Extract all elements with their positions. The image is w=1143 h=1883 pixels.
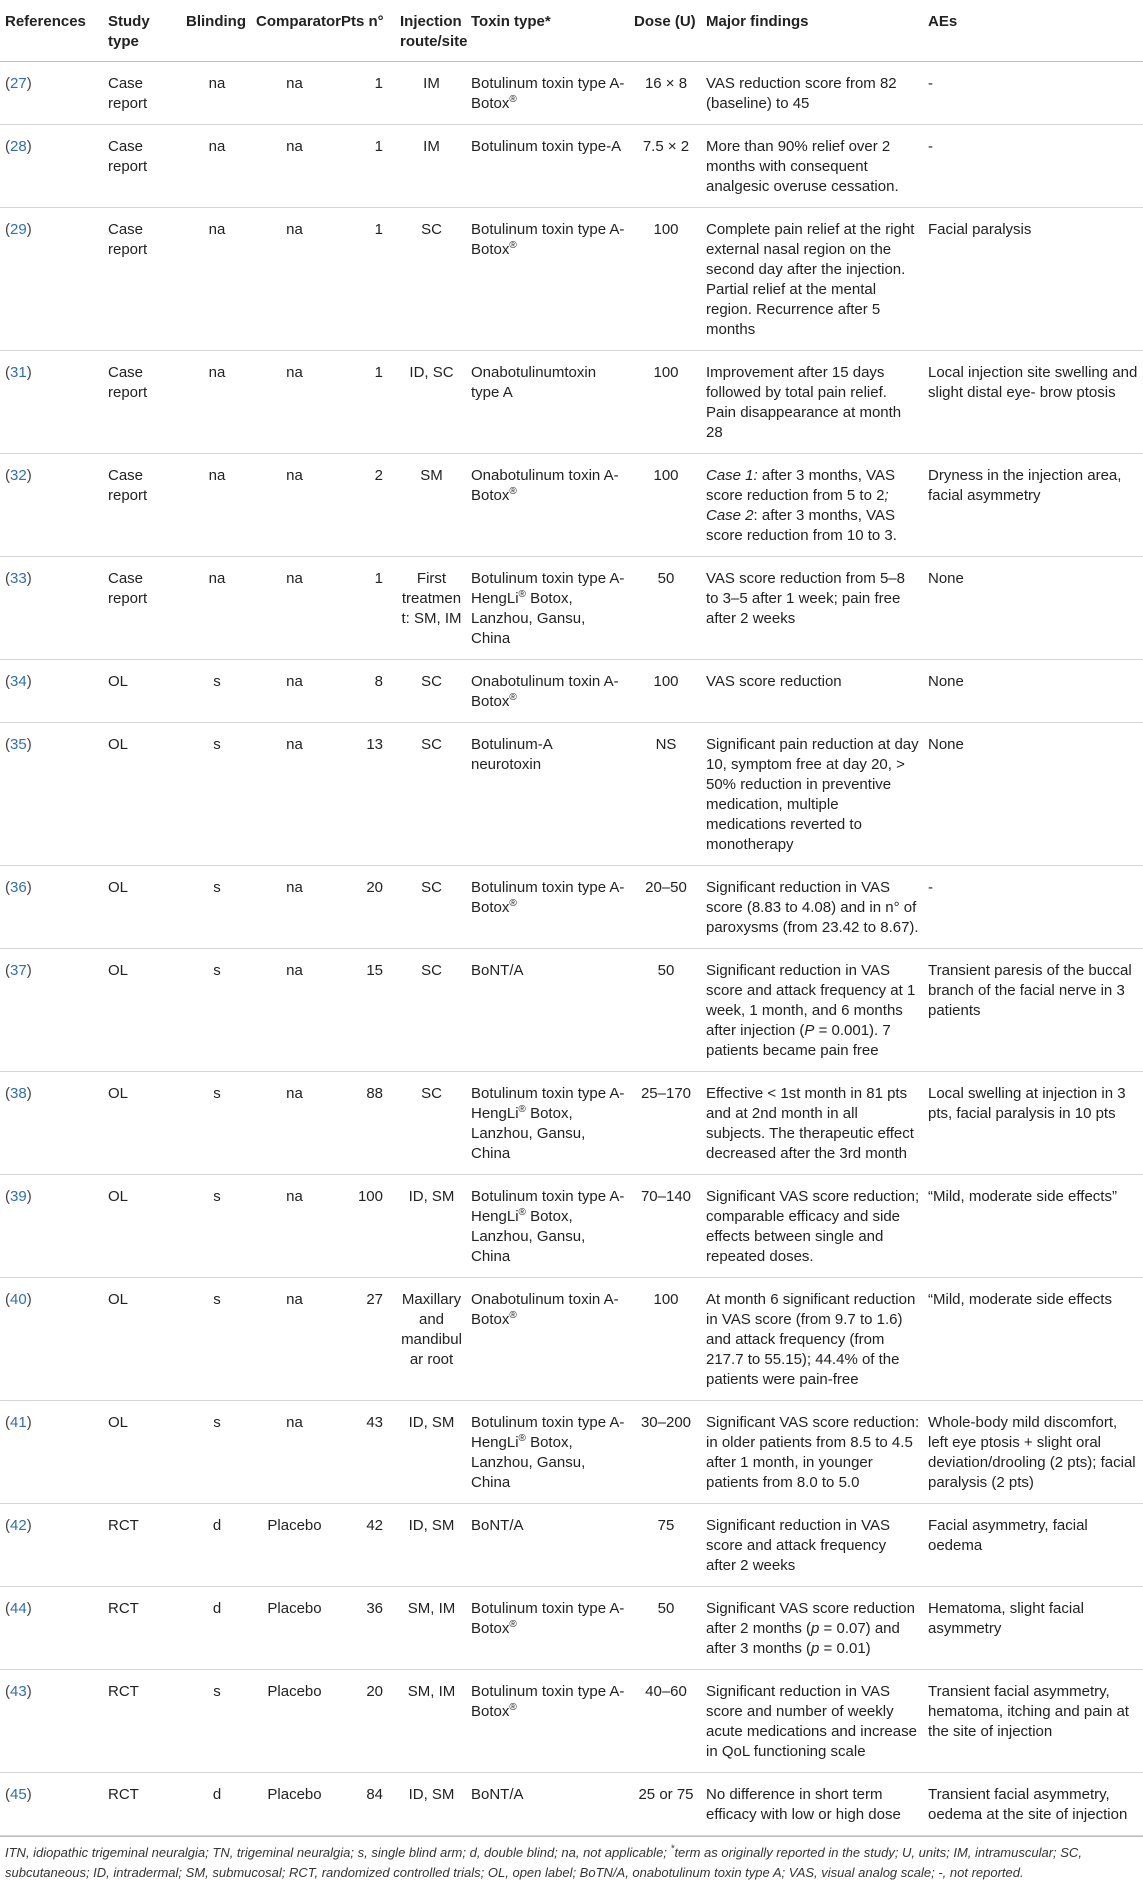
cell-toxin-type — [466, 1401, 629, 1504]
cell-major-findings — [701, 866, 923, 949]
cell-pts: 13 — [336, 723, 395, 866]
cell-blinding: s — [181, 1175, 251, 1278]
findings-post: = 0.001). 7 patients became pain free — [706, 1022, 891, 1059]
cell-reference: (29) — [0, 208, 103, 351]
cell-study-type: RCT — [103, 1504, 181, 1587]
cell-route: SC — [395, 1072, 466, 1175]
table-row — [0, 1670, 1143, 1773]
cell-dose: 70–140 — [629, 1175, 701, 1278]
cell-comparator: Placebo — [251, 1670, 336, 1773]
cell-reference: (36) — [0, 866, 103, 949]
cell-comparator: na — [251, 660, 336, 723]
footnote-part2: term as originally reported in the study; U, units; IM, intramuscular; SC, subcutaneous; ID, intradermal; SM, submucosal; RCT, randomized controlled trials; OL, open label; BoTN/A, onabotulinum toxin type A; VAS, visual analog scale; -, not reported. — [5, 1845, 1082, 1880]
cell-comparator: na — [251, 1401, 336, 1504]
cell-comparator: na — [251, 557, 336, 660]
cell-aes: Dryness in the injection area, facial asymmetry — [923, 454, 1143, 557]
reference-link[interactable]: 27 — [10, 75, 27, 92]
cell-blinding: s — [181, 1401, 251, 1504]
toxin-maker: Botox, Lanzhou, Gansu, China — [471, 1208, 586, 1265]
cell-aes: - — [923, 866, 1143, 949]
cell-study-type: OL — [103, 1401, 181, 1504]
table-body — [0, 62, 1143, 1836]
cell-reference: (28) — [0, 125, 103, 208]
findings-post: = 0.01) — [819, 1640, 871, 1657]
header-aes: AEs — [923, 0, 1143, 62]
cell-toxin-type — [466, 454, 629, 557]
toxin-name: Botulinum toxin type A-Botox — [471, 75, 625, 112]
cell-aes: None — [923, 660, 1143, 723]
findings-text: Complete pain relief at the right external nasal region on the second day after the injection. Partial relief at the mental region. Recurrence after 5 months — [706, 221, 915, 338]
toxin-name: Botulinum toxin type A-HengLi — [471, 1085, 625, 1122]
cell-aes: Local injection site swelling and slight distal eye- brow ptosis — [923, 351, 1143, 454]
footnote-part1: ITN, idiopathic trigeminal neuralgia; TN, trigeminal neuralgia; s, single blind arm; d, double blind; na, not applicable; — [5, 1845, 671, 1860]
findings-text: More than 90% relief over 2 months with consequent analgesic overuse cessation. — [706, 138, 899, 195]
cell-major-findings — [701, 1504, 923, 1587]
table-row — [0, 557, 1143, 660]
cell-pts: 36 — [336, 1587, 395, 1670]
reference-link[interactable]: 33 — [10, 570, 27, 587]
cell-toxin-type — [466, 208, 629, 351]
cell-toxin-type — [466, 1773, 629, 1836]
cell-blinding: na — [181, 351, 251, 454]
findings-text: VAS score reduction from 5–8 to 3–5 after 1 week; pain free after 2 weeks — [706, 570, 905, 627]
cell-major-findings — [701, 454, 923, 557]
cell-dose: 40–60 — [629, 1670, 701, 1773]
cell-route: SM — [395, 454, 466, 557]
table-row — [0, 1278, 1143, 1401]
reference-link[interactable]: 39 — [10, 1188, 27, 1205]
cell-route: Maxillary and mandibular root — [395, 1278, 466, 1401]
findings-case1-text: after 3 months, VAS score reduction from 5 to 2 — [706, 467, 895, 504]
toxin-name: BoNT/A — [471, 1786, 524, 1803]
cell-comparator: na — [251, 1278, 336, 1401]
cell-pts: 20 — [336, 866, 395, 949]
cell-major-findings — [701, 1773, 923, 1836]
cell-route: ID, SC — [395, 351, 466, 454]
reference-link[interactable]: 36 — [10, 879, 27, 896]
cell-study-type: Case report — [103, 208, 181, 351]
cell-toxin-type — [466, 1587, 629, 1670]
cell-reference: (39) — [0, 1175, 103, 1278]
toxin-name: Onabotulinum toxin A-Botox — [471, 467, 619, 504]
reference-link[interactable]: 41 — [10, 1414, 27, 1431]
toxin-name: Botulinum toxin type A-Botox — [471, 1600, 625, 1637]
cell-comparator: na — [251, 723, 336, 866]
cell-reference: (42) — [0, 1504, 103, 1587]
findings-pre: Significant VAS score reduction after 2 months ( — [706, 1600, 915, 1637]
cell-major-findings — [701, 1278, 923, 1401]
cell-study-type: OL — [103, 723, 181, 866]
cell-toxin-type — [466, 949, 629, 1072]
findings-text: Significant VAS score reduction; comparable efficacy and side effects between single and repeated doses. — [706, 1188, 920, 1265]
table-row — [0, 351, 1143, 454]
table-row — [0, 866, 1143, 949]
cell-pts: 15 — [336, 949, 395, 1072]
cell-study-type: Case report — [103, 125, 181, 208]
cell-comparator: na — [251, 208, 336, 351]
registered-mark: ® — [518, 589, 526, 600]
cell-blinding: s — [181, 949, 251, 1072]
cell-study-type: OL — [103, 1278, 181, 1401]
cell-pts: 100 — [336, 1175, 395, 1278]
toxin-maker: Botox, Lanzhou, Gansu, China — [471, 1105, 586, 1162]
header-blinding: Blinding — [181, 0, 251, 62]
table-row — [0, 1401, 1143, 1504]
cell-aes: None — [923, 723, 1143, 866]
cell-reference: (40) — [0, 1278, 103, 1401]
cell-blinding: s — [181, 1278, 251, 1401]
cell-aes: - — [923, 62, 1143, 125]
findings-text: Effective < 1st month in 81 pts and at 2nd month in all subjects. The therapeutic effect decreased after the 3rd month — [706, 1085, 914, 1162]
cell-aes: Facial asymmetry, facial oedema — [923, 1504, 1143, 1587]
cell-aes: Transient facial asymmetry, hematoma, itching and pain at the site of injection — [923, 1670, 1143, 1773]
cell-pts: 1 — [336, 125, 395, 208]
findings-text: VAS score reduction — [706, 673, 842, 690]
cell-blinding: s — [181, 723, 251, 866]
cell-major-findings — [701, 949, 923, 1072]
cell-reference: (27) — [0, 62, 103, 125]
findings-italic: P — [804, 1022, 815, 1039]
cell-study-type: RCT — [103, 1587, 181, 1670]
cell-pts: 42 — [336, 1504, 395, 1587]
cell-comparator: Placebo — [251, 1587, 336, 1670]
cell-reference: (44) — [0, 1587, 103, 1670]
reference-link[interactable]: 32 — [10, 467, 27, 484]
table-row — [0, 1773, 1143, 1836]
cell-comparator: na — [251, 866, 336, 949]
registered-mark: ® — [509, 1619, 517, 1630]
cell-major-findings — [701, 208, 923, 351]
cell-study-type: Case report — [103, 454, 181, 557]
cell-study-type: Case report — [103, 62, 181, 125]
header-references: References — [0, 0, 103, 62]
cell-route: SM, IM — [395, 1670, 466, 1773]
cell-toxin-type — [466, 866, 629, 949]
findings-text: VAS reduction score from 82 (baseline) to 45 — [706, 75, 897, 112]
cell-study-type: OL — [103, 1072, 181, 1175]
cell-dose: 75 — [629, 1504, 701, 1587]
reference-link[interactable]: 37 — [10, 962, 27, 979]
cell-major-findings — [701, 1587, 923, 1670]
cell-aes: “Mild, moderate side effects — [923, 1278, 1143, 1401]
cell-study-type: OL — [103, 949, 181, 1072]
registered-mark: ® — [518, 1207, 526, 1218]
reference-link[interactable]: 38 — [10, 1085, 27, 1102]
toxin-name: Botulinum toxin type A-HengLi — [471, 570, 625, 607]
cell-aes: None — [923, 557, 1143, 660]
cell-pts: 27 — [336, 1278, 395, 1401]
cell-dose: 25–170 — [629, 1072, 701, 1175]
table-row — [0, 1504, 1143, 1587]
cell-dose: 100 — [629, 660, 701, 723]
registered-mark: ® — [509, 94, 517, 105]
cell-route: ID, SM — [395, 1504, 466, 1587]
cell-reference: (32) — [0, 454, 103, 557]
cell-study-type: Case report — [103, 557, 181, 660]
cell-route: SC — [395, 208, 466, 351]
findings-text: No difference in short term efficacy with low or high dose — [706, 1786, 901, 1823]
cell-blinding: na — [181, 125, 251, 208]
registered-mark: ® — [518, 1433, 526, 1444]
cell-toxin-type — [466, 1278, 629, 1401]
toxin-name: Botulinum toxin type A-HengLi — [471, 1188, 625, 1225]
cell-comparator: na — [251, 1175, 336, 1278]
cell-study-type: Case report — [103, 351, 181, 454]
cell-blinding: na — [181, 62, 251, 125]
toxin-name: Botulinum toxin type A-HengLi — [471, 1414, 625, 1451]
cell-route: SC — [395, 949, 466, 1072]
toxin-name: BoNT/A — [471, 1517, 524, 1534]
cell-blinding: d — [181, 1773, 251, 1836]
table-row — [0, 1072, 1143, 1175]
cell-toxin-type — [466, 723, 629, 866]
cell-comparator: na — [251, 454, 336, 557]
cell-pts: 43 — [336, 1401, 395, 1504]
cell-pts: 1 — [336, 62, 395, 125]
cell-major-findings — [701, 351, 923, 454]
cell-reference: (35) — [0, 723, 103, 866]
cell-toxin-type — [466, 62, 629, 125]
toxin-name: Onabotulinumtoxin type A — [471, 364, 597, 401]
cell-dose: 100 — [629, 1278, 701, 1401]
cell-route: First treatment: SM, IM — [395, 557, 466, 660]
findings-text: Significant reduction in VAS score and attack frequency after 2 weeks — [706, 1517, 890, 1574]
table-row — [0, 723, 1143, 866]
cell-route: SM, IM — [395, 1587, 466, 1670]
findings-mid: = 0.07) and after 3 months ( — [706, 1620, 900, 1657]
registered-mark: ® — [518, 1104, 526, 1115]
toxin-maker: Botox, Lanzhou, Gansu, China — [471, 1434, 586, 1491]
header-pts: Pts n° — [336, 0, 395, 62]
cell-blinding: d — [181, 1587, 251, 1670]
cell-blinding: d — [181, 1504, 251, 1587]
cell-toxin-type — [466, 125, 629, 208]
cell-reference: (31) — [0, 351, 103, 454]
toxin-name: Botulinum toxin type A-Botox — [471, 879, 625, 916]
registered-mark: ® — [509, 1310, 517, 1321]
cell-dose: 16 × 8 — [629, 62, 701, 125]
reference-link[interactable]: 43 — [10, 1683, 27, 1700]
cell-pts: 8 — [336, 660, 395, 723]
cell-major-findings — [701, 1401, 923, 1504]
table-row — [0, 125, 1143, 208]
table-row — [0, 208, 1143, 351]
cell-dose: 50 — [629, 1587, 701, 1670]
table-row — [0, 62, 1143, 125]
header-toxin-type: Toxin type* — [466, 0, 629, 62]
cell-reference: (45) — [0, 1773, 103, 1836]
cell-major-findings — [701, 1670, 923, 1773]
cell-dose: 100 — [629, 351, 701, 454]
findings-case2-label: Case 2 — [706, 507, 754, 524]
cell-toxin-type — [466, 660, 629, 723]
cell-comparator: na — [251, 125, 336, 208]
cell-route: SC — [395, 866, 466, 949]
table-row — [0, 1175, 1143, 1278]
cell-route: IM — [395, 125, 466, 208]
cell-major-findings — [701, 557, 923, 660]
cell-toxin-type — [466, 1670, 629, 1773]
reference-link[interactable]: 28 — [10, 138, 27, 155]
table-header — [0, 0, 1143, 62]
cell-dose: NS — [629, 723, 701, 866]
findings-text: Significant reduction in VAS score and number of weekly acute medications and increase in QoL functioning scale — [706, 1683, 917, 1760]
toxin-name: Botulinum toxin type A-Botox — [471, 1683, 625, 1720]
cell-route: ID, SM — [395, 1401, 466, 1504]
cell-toxin-type — [466, 1072, 629, 1175]
cell-dose: 7.5 × 2 — [629, 125, 701, 208]
findings-case1-label: Case 1: — [706, 467, 758, 484]
cell-route: SC — [395, 660, 466, 723]
registered-mark: ® — [509, 240, 517, 251]
cell-toxin-type — [466, 557, 629, 660]
cell-major-findings — [701, 125, 923, 208]
findings-case2-text: : after 3 months, VAS score reduction from 10 to 3. — [706, 507, 897, 544]
cell-dose: 50 — [629, 949, 701, 1072]
cell-route: ID, SM — [395, 1175, 466, 1278]
cell-reference: (43) — [0, 1670, 103, 1773]
cell-blinding: s — [181, 1072, 251, 1175]
cell-reference: (41) — [0, 1401, 103, 1504]
table-row — [0, 1587, 1143, 1670]
cell-dose: 30–200 — [629, 1401, 701, 1504]
cell-blinding: s — [181, 1670, 251, 1773]
toxin-name: Onabotulinum toxin A-Botox — [471, 673, 619, 710]
toxin-name: Botulinum toxin type-A — [471, 138, 622, 155]
cell-blinding: na — [181, 208, 251, 351]
cell-reference: (33) — [0, 557, 103, 660]
cell-major-findings — [701, 1175, 923, 1278]
cell-blinding: na — [181, 557, 251, 660]
cell-dose: 20–50 — [629, 866, 701, 949]
header-injection-route: Injection route/site — [395, 0, 466, 62]
cell-reference: (34) — [0, 660, 103, 723]
header-study-type: Study type — [103, 0, 181, 62]
cell-aes: - — [923, 125, 1143, 208]
cell-study-type: OL — [103, 866, 181, 949]
reference-link[interactable]: 31 — [10, 364, 27, 381]
reference-link[interactable]: 40 — [10, 1291, 27, 1308]
registered-mark: ® — [509, 486, 517, 497]
cell-blinding: na — [181, 454, 251, 557]
toxin-name: BoNT/A — [471, 962, 524, 979]
reference-link[interactable]: 44 — [10, 1600, 27, 1617]
findings-text: Significant pain reduction at day 10, symptom free at day 20, > 50% reduction in preventive medication, multiple medications reverted to monotherapy — [706, 736, 919, 853]
cell-dose: 25 or 75 — [629, 1773, 701, 1836]
findings-text: Improvement after 15 days followed by total pain relief. Pain disappearance at month 28 — [706, 364, 902, 441]
cell-dose: 100 — [629, 454, 701, 557]
header-row — [0, 0, 1143, 62]
cell-pts: 20 — [336, 1670, 395, 1773]
cell-toxin-type — [466, 1175, 629, 1278]
cell-comparator: na — [251, 949, 336, 1072]
cell-aes: Transient facial asymmetry, oedema at the site of injection — [923, 1773, 1143, 1836]
header-dose: Dose (U) — [629, 0, 701, 62]
cell-dose: 50 — [629, 557, 701, 660]
cell-aes: Hematoma, slight facial asymmetry — [923, 1587, 1143, 1670]
toxin-name: Botulinum-A neurotoxin — [471, 736, 552, 773]
header-major-findings: Major findings — [701, 0, 923, 62]
reference-link[interactable]: 29 — [10, 221, 27, 238]
cell-aes: Local swelling at injection in 3 pts, facial paralysis in 10 pts — [923, 1072, 1143, 1175]
cell-route: ID, SM — [395, 1773, 466, 1836]
findings-pre: Significant reduction in VAS score and attack frequency at 1 week, 1 month, and 6 months after injection ( — [706, 962, 916, 1039]
reference-link[interactable]: 34 — [10, 673, 27, 690]
table-row — [0, 454, 1143, 557]
cell-aes: “Mild, moderate side effects” — [923, 1175, 1143, 1278]
cell-blinding: s — [181, 660, 251, 723]
findings-italic: p — [811, 1620, 820, 1637]
table-footnote — [0, 1836, 1143, 1883]
cell-pts: 1 — [336, 557, 395, 660]
cell-blinding: s — [181, 866, 251, 949]
cell-major-findings — [701, 1072, 923, 1175]
cell-route: IM — [395, 62, 466, 125]
table-row — [0, 660, 1143, 723]
footnote-star: * — [670, 1843, 675, 1855]
cell-pts: 84 — [336, 1773, 395, 1836]
toxin-maker: Botox, Lanzhou, Gansu, China — [471, 590, 586, 647]
cell-reference: (38) — [0, 1072, 103, 1175]
cell-study-type: RCT — [103, 1670, 181, 1773]
cell-aes: Facial paralysis — [923, 208, 1143, 351]
cell-pts: 1 — [336, 208, 395, 351]
cell-reference: (37) — [0, 949, 103, 1072]
toxin-name: Botulinum toxin type A-Botox — [471, 221, 625, 258]
cell-major-findings — [701, 62, 923, 125]
findings-case1-end: ; — [884, 487, 889, 504]
cell-study-type: OL — [103, 660, 181, 723]
cell-pts: 1 — [336, 351, 395, 454]
cell-major-findings — [701, 723, 923, 866]
cell-study-type: RCT — [103, 1773, 181, 1836]
cell-comparator: na — [251, 62, 336, 125]
cell-pts: 88 — [336, 1072, 395, 1175]
cell-comparator: Placebo — [251, 1504, 336, 1587]
findings-italic-2: p — [811, 1640, 820, 1657]
cell-pts: 2 — [336, 454, 395, 557]
reference-link[interactable]: 35 — [10, 736, 27, 753]
findings-text: Significant reduction in VAS score (8.83 to 4.08) and in n° of paroxysms (from 23.42 to 8.67). — [706, 879, 919, 936]
cell-major-findings — [701, 660, 923, 723]
registered-mark: ® — [509, 692, 517, 703]
reference-link[interactable]: 45 — [10, 1786, 27, 1803]
cell-comparator: Placebo — [251, 1773, 336, 1836]
cell-toxin-type — [466, 351, 629, 454]
registered-mark: ® — [509, 898, 517, 909]
header-comparator: Comparator — [251, 0, 336, 62]
cell-study-type: OL — [103, 1175, 181, 1278]
findings-text: Significant VAS score reduction: in older patients from 8.5 to 4.5 after 1 month, in younger patients from 8.0 to 5.0 — [706, 1414, 920, 1491]
cell-route: SC — [395, 723, 466, 866]
cell-aes: Whole-body mild discomfort, left eye ptosis + slight oral deviation/drooling (2 pts); facial paralysis (2 pts) — [923, 1401, 1143, 1504]
table-row — [0, 949, 1143, 1072]
findings-text: At month 6 significant reduction in VAS score (from 9.7 to 1.6) and attack frequency (from 217.7 to 55.15); 44.4% of the patients were pain-free — [706, 1291, 916, 1388]
cell-comparator: na — [251, 351, 336, 454]
cell-toxin-type — [466, 1504, 629, 1587]
toxin-name: Onabotulinum toxin A-Botox — [471, 1291, 619, 1328]
cell-dose: 100 — [629, 208, 701, 351]
reference-link[interactable]: 42 — [10, 1517, 27, 1534]
registered-mark: ® — [509, 1702, 517, 1713]
cell-comparator: na — [251, 1072, 336, 1175]
cell-aes: Transient paresis of the buccal branch of the facial nerve in 3 patients — [923, 949, 1143, 1072]
